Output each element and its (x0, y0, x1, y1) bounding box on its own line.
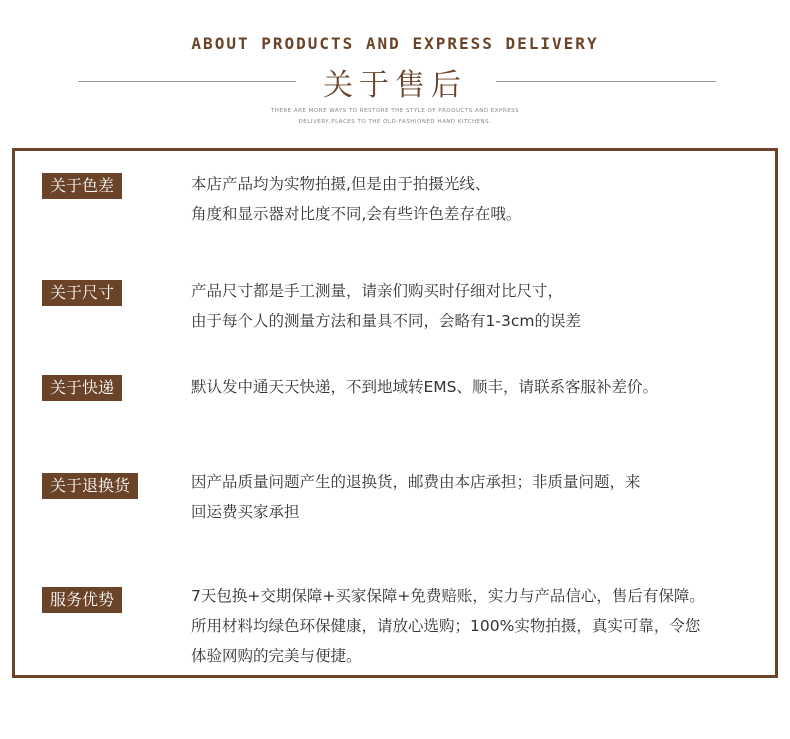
text-line: 默认发中通天天快递，不到地域转EMS、顺丰，请联系客服补差价。 (191, 378, 659, 396)
section-tag: 关于尺寸 (42, 280, 122, 306)
section-tag: 服务优势 (42, 587, 122, 613)
section-text (191, 581, 790, 671)
section-tag: 关于色差 (42, 173, 122, 199)
text-line: 角度和显示器对比度不同,会有些许色差存在哦。 (191, 205, 522, 223)
section-text (191, 276, 790, 336)
section-tag: 关于快递 (42, 375, 122, 401)
section-tag: 关于退换货 (42, 473, 138, 499)
text-line: 体验网购的完美与便捷。 (191, 647, 362, 665)
header-title-en: ABOUT PRODUCTS AND EXPRESS DELIVERY (191, 34, 599, 53)
text-line: 因产品质量问题产生的退换货，邮费由本店承担；非质量问题，来 (191, 473, 641, 491)
text-line: 本店产品均为实物拍摄,但是由于拍摄光线、 (191, 175, 491, 193)
section-text (191, 169, 790, 229)
text-line: 产品尺寸都是手工测量，请亲们购买时仔细对比尺寸， (191, 282, 564, 300)
header-subtitle-line1: THERE ARE MORE WAYS TO RESTORE THE STYLE OF PRODUCTS AND EXPRESS (270, 108, 520, 114)
section-text (191, 372, 790, 402)
header-subtitle-line2: DELIVERY,PLACES TO THE OLD-FASHIONED HAND KITCHENS. (298, 119, 492, 125)
text-line: 回运费买家承担 (191, 503, 300, 521)
text-line: 7天包换+交期保障+买家保障+免费赔账，实力与产品信心，售后有保障。 (191, 587, 705, 605)
info-frame (12, 148, 778, 678)
section-text (191, 467, 790, 527)
header-title-cn: 关于售后 (323, 68, 467, 103)
text-line: 由于每个人的测量方法和量具不同，会略有1-3cm的误差 (191, 312, 581, 330)
text-line: 所用材料均绿色环保健康，请放心选购；100%实物拍摄，真实可靠，令您 (191, 617, 701, 635)
